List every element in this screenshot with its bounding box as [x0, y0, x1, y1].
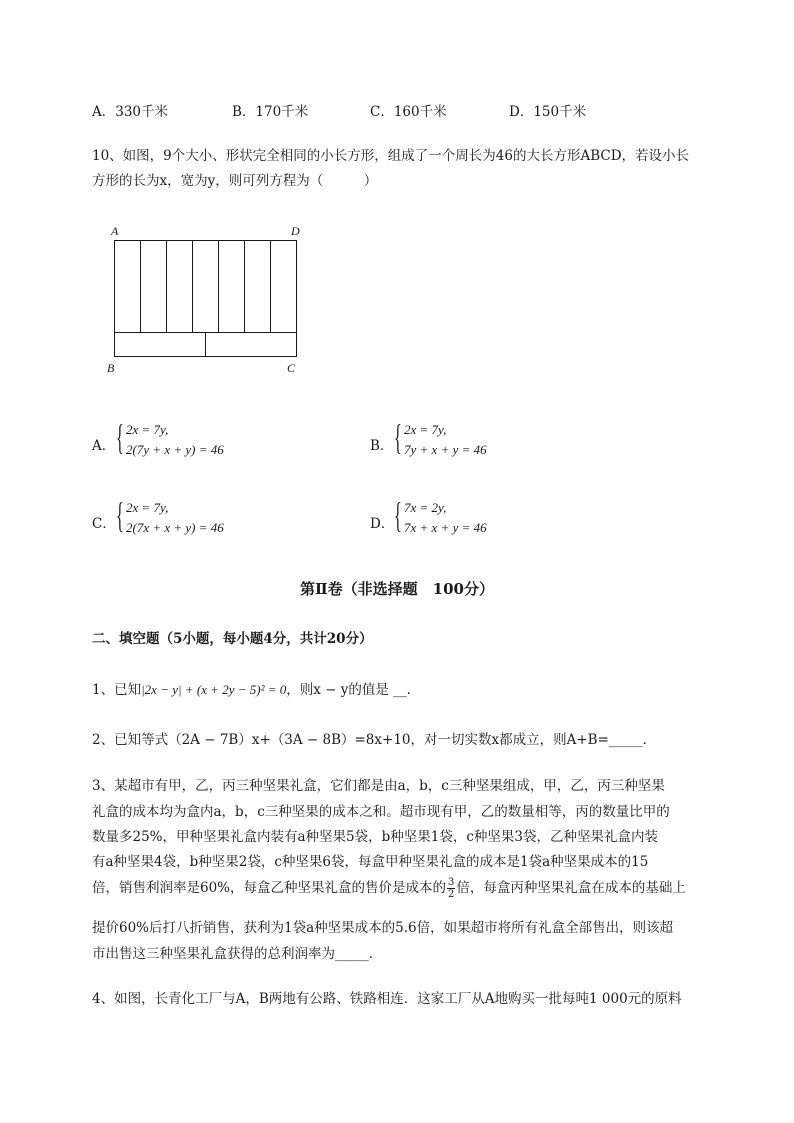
equation-2: 2(7y + x + y) = 46 [126, 442, 224, 457]
q9-option-a: A．330千米 [92, 104, 169, 120]
equation-1: 7x = 2y, [404, 500, 447, 515]
vertex-label-c: C [287, 361, 296, 375]
q3-line-2: 礼盒的成本均为盒内a，b，c三种坚果的成本之和。超市现有甲，乙的数量相等，丙的数量比甲的 [92, 804, 670, 820]
q1-suffix: ，则x − y的值是 __． [286, 682, 421, 698]
q10-option-d-system [394, 495, 534, 542]
q10-option-b-system [394, 417, 534, 464]
q3-line-3: 数量多25%，甲种坚果礼盒内装有a种坚果5袋，b种坚果1袋，c种坚果3袋，乙种坚果礼盒内装 [92, 829, 659, 845]
vertex-label-b: B [107, 361, 115, 375]
q3-line-5-end: 倍，每盒丙种坚果礼盒在成本的基础上 [456, 880, 686, 896]
q1-prefix: 1、已知 [92, 682, 142, 698]
q9-option-c: C．160千米 [370, 104, 447, 120]
q10-option-b-label: B． [370, 438, 394, 454]
vertex-label-a: A [111, 224, 119, 238]
fill-question-1 [92, 678, 420, 698]
q3-line-1: 3、某超市有甲，乙，丙三种坚果礼盒，它们都是由a，b，c三种坚果组成，甲，乙，丙三种坚果 [92, 778, 665, 794]
rectangle-figure [100, 222, 315, 378]
equation-1: 2x = 7y, [126, 422, 169, 437]
q9-option-d: D．150千米 [509, 104, 587, 120]
q10-line-2: 方形的长为x，宽为y，则可列方程为（ ） [92, 173, 378, 189]
q10-option-a-label: A． [92, 438, 116, 454]
q3-line-4: 有a种坚果4袋，b种坚果2袋，c种坚果6袋，每盒甲种坚果礼盒的成本是1袋a种坚果成本的15 [92, 854, 649, 870]
q3-line-6: 提价60%后打八折销售，获利为1袋a种坚果成本的5.6倍，如果超市将所有礼盒全部售出，则该超 [92, 920, 674, 936]
q3-line-5 [92, 876, 686, 900]
q9-option-b: B．170千米 [232, 104, 309, 120]
q10-option-d-label: D． [370, 516, 395, 532]
brace-icon: { [394, 495, 402, 535]
q3-line-7: 市出售这三种坚果礼盒获得的总利润率为_____． [92, 946, 383, 962]
q10-option-a-system [116, 417, 256, 464]
equation-2: 7y + x + y = 46 [404, 442, 487, 457]
q1-expression: |2x − y| + (x + 2y − 5)² = 0 [141, 682, 287, 697]
q10-line-1: 10、如图，9个大小、形状完全相同的小长方形，组成了一个周长为46的大长方形ABCD，若设小长 [92, 148, 690, 164]
brace-icon: { [116, 417, 124, 457]
fill-question-2: 2、已知等式（2A − 7B）x+（3A − 8B）=8x+10，对一切实数x都成立，则A+B=_____． [92, 732, 657, 748]
brace-icon: { [116, 495, 124, 535]
q10-option-c-system [116, 495, 256, 542]
fraction-numerator: 3 [448, 877, 455, 888]
part-2-title: 第Ⅱ卷（非选择题 100分） [300, 580, 494, 598]
q3-line-5-start: 倍，销售利润率是60%，每盒乙种坚果礼盒的售价是成本的 [92, 880, 447, 896]
fraction-denominator: 2 [448, 889, 455, 900]
vertex-label-d: D [291, 224, 300, 238]
fraction-three-halves [447, 877, 455, 900]
q10-option-c-label: C． [92, 516, 116, 532]
q4-line-1: 4、如图，长青化工厂与A，B两地有公路、铁路相连．这家工厂从A地购买一批每吨1 000元的原料 [92, 991, 682, 1007]
section-2-title: 二、填空题（5小题，每小题4分，共计20分） [92, 631, 373, 647]
equation-1: 2x = 7y, [404, 422, 447, 437]
equation-2: 7x + x + y = 46 [404, 520, 487, 535]
brace-icon: { [394, 417, 402, 457]
equation-1: 2x = 7y, [126, 500, 169, 515]
equation-2: 2(7x + x + y) = 46 [126, 520, 224, 535]
